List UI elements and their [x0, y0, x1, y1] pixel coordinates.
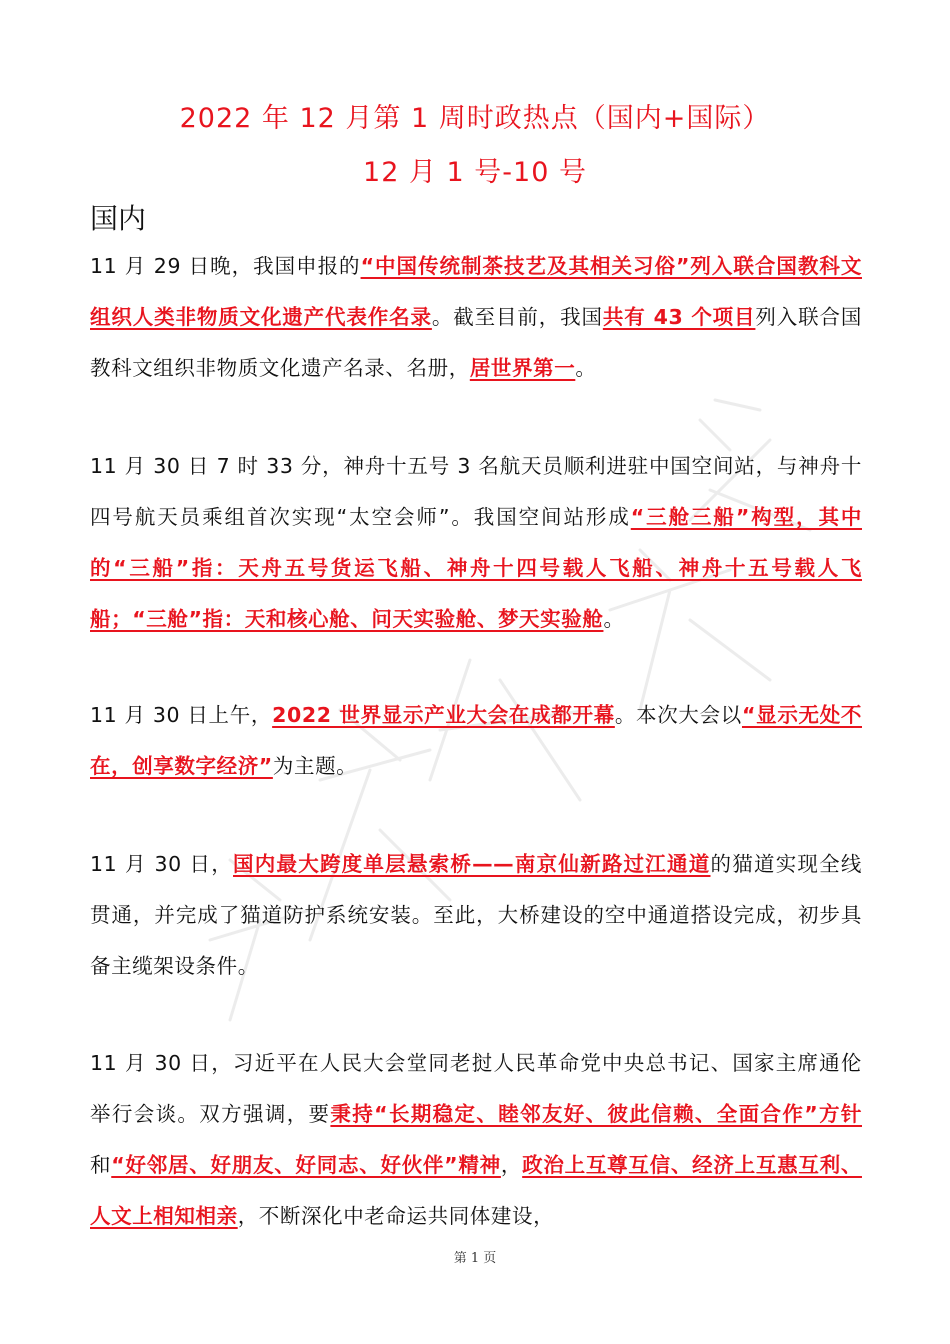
- paragraph-text: 和: [90, 1153, 112, 1177]
- paragraph-text: 为主题。: [272, 754, 358, 778]
- highlight-text: 秉持“长期稳定、睦邻友好、彼此信赖、全面合作”方针: [330, 1102, 862, 1126]
- paragraph-text: ，: [500, 1153, 523, 1177]
- highlight-text: 政治上互尊互信、经济上互惠互利、人文上相知相亲: [90, 1153, 862, 1228]
- page-subtitle: 12 月 1 号-10 号: [363, 157, 587, 188]
- news-paragraph: [90, 441, 862, 645]
- page-number: 第 1 页: [453, 1251, 497, 1266]
- highlight-text: 2022 世界显示产业大会在成都开幕: [272, 703, 615, 727]
- highlight-text: 居世界第一: [469, 356, 576, 380]
- highlight-text: 共有 43 个项目: [602, 305, 756, 329]
- page-title: 2022 年 12 月第 1 周时政热点（国内+国际）: [179, 103, 771, 134]
- section-heading-domestic: 国内: [90, 202, 147, 235]
- news-paragraph: [90, 241, 862, 394]
- paragraph-text: 11 月 30 日 7 时 33 分，神舟十五号 3 名航天员顺利进驻中国空间站，与神舟十四号航天员乘组首次实现“太空会师”。我国空间站形成: [90, 454, 862, 529]
- paragraph-text: 11 月 29 日晚，我国申报的: [90, 254, 361, 278]
- paragraph-text: 。本次大会以: [614, 703, 742, 727]
- news-paragraph: [90, 690, 862, 792]
- paragraph-text: 。: [575, 356, 597, 380]
- highlight-text: “显示无处不在，创享数字经济”: [90, 703, 862, 778]
- paragraph-text: 11 月 30 日，: [90, 852, 234, 876]
- highlight-text: 国内最大跨度单层悬索桥——南京仙新路过江通道: [233, 852, 711, 876]
- paragraph-text: 11 月 30 日，习近平在人民大会堂同老挝人民革命党中央总书记、国家主席通伦举行会谈。双方强调，要: [90, 1051, 862, 1126]
- paragraph-text: 。: [603, 607, 625, 631]
- highlight-text: “三舱三船”构型，其中的“三船”指：天舟五号货运飞船、神舟十四号载人飞船、神舟十五号载人飞船；“三舱”指：天和核心舱、问天实验舱、梦天实验舱: [90, 505, 862, 631]
- paragraph-text: 列入联合国教科文组织非物质文化遗产名录、名册，: [90, 305, 862, 380]
- highlight-text: “中国传统制茶技艺及其相关习俗”列入联合国教科文组织人类非物质文化遗产代表作名录: [90, 254, 862, 329]
- paragraph-text: 的猫道实现全线贯通，并完成了猫道防护系统安装。至此，大桥建设的空中通道搭设完成，初步具备主缆架设条件。: [90, 852, 862, 978]
- paragraph-text: 。截至目前，我国: [431, 305, 603, 329]
- paragraph-text: ，不断深化中老命运共同体建设，: [237, 1204, 555, 1228]
- news-paragraph: [90, 1038, 862, 1242]
- paragraph-text: 11 月 30 日上午，: [90, 703, 273, 727]
- highlight-text: “好邻居、好朋友、好同志、好伙伴”精神: [111, 1153, 501, 1177]
- news-paragraph: [90, 839, 862, 992]
